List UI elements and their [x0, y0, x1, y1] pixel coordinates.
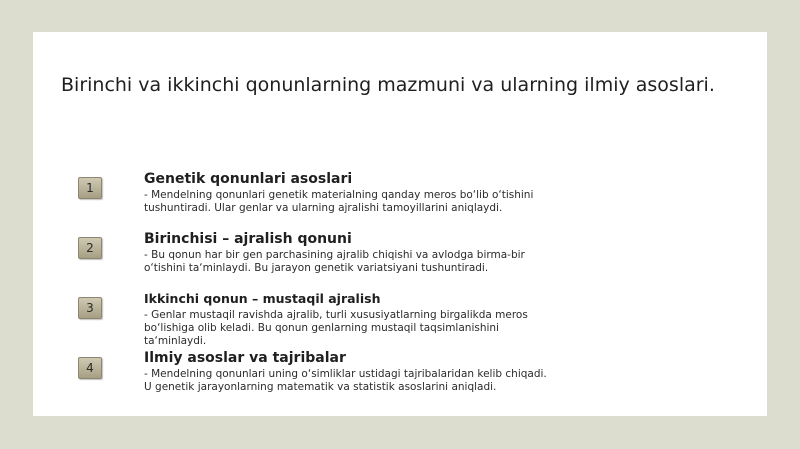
item-heading: Ikkinchi qonun – mustaqil ajralish	[144, 291, 381, 306]
item-description: - Mendelning qonunlari genetik materialning qanday meros bo‘lib o‘tishini tushuntiradi. Ular genlar va ularning ajralishi tamoyillarini aniqlaydi.	[144, 189, 534, 214]
number-badge: 1	[78, 177, 102, 199]
number-badge: 3	[78, 297, 102, 319]
slide-title: Birinchi va ikkinchi qonunlarning mazmuni va ularning ilmiy asoslari.	[61, 74, 715, 96]
item-description: - Bu qonun har bir gen parchasining ajralib chiqishi va avlodga birma-bir o‘tishini ta‘minlaydi. Bu jarayon genetik variatsiyani tushuntiradi.	[144, 249, 525, 274]
slide	[33, 32, 767, 416]
item-heading: Genetik qonunlari asoslari	[144, 171, 353, 187]
item-description: - Genlar mustaqil ravishda ajralib, turli xususiyatlarning birgalikda meros bo‘lishiga olib keladi. Bu qonun genlarning mustaqil taqsimlanishini ta‘minlaydi.	[144, 309, 528, 347]
item-heading: Ilmiy asoslar va tajribalar	[144, 350, 346, 366]
item-heading: Birinchisi – ajralish qonuni	[144, 231, 352, 247]
number-badge: 4	[78, 357, 102, 379]
item-description: - Mendelning qonunlari uning o‘simliklar ustidagi tajribalaridan kelib chiqadi. U genetik jarayonlarning matematik va statistik asoslarini aniqladi.	[144, 368, 547, 393]
number-badge: 2	[78, 237, 102, 259]
